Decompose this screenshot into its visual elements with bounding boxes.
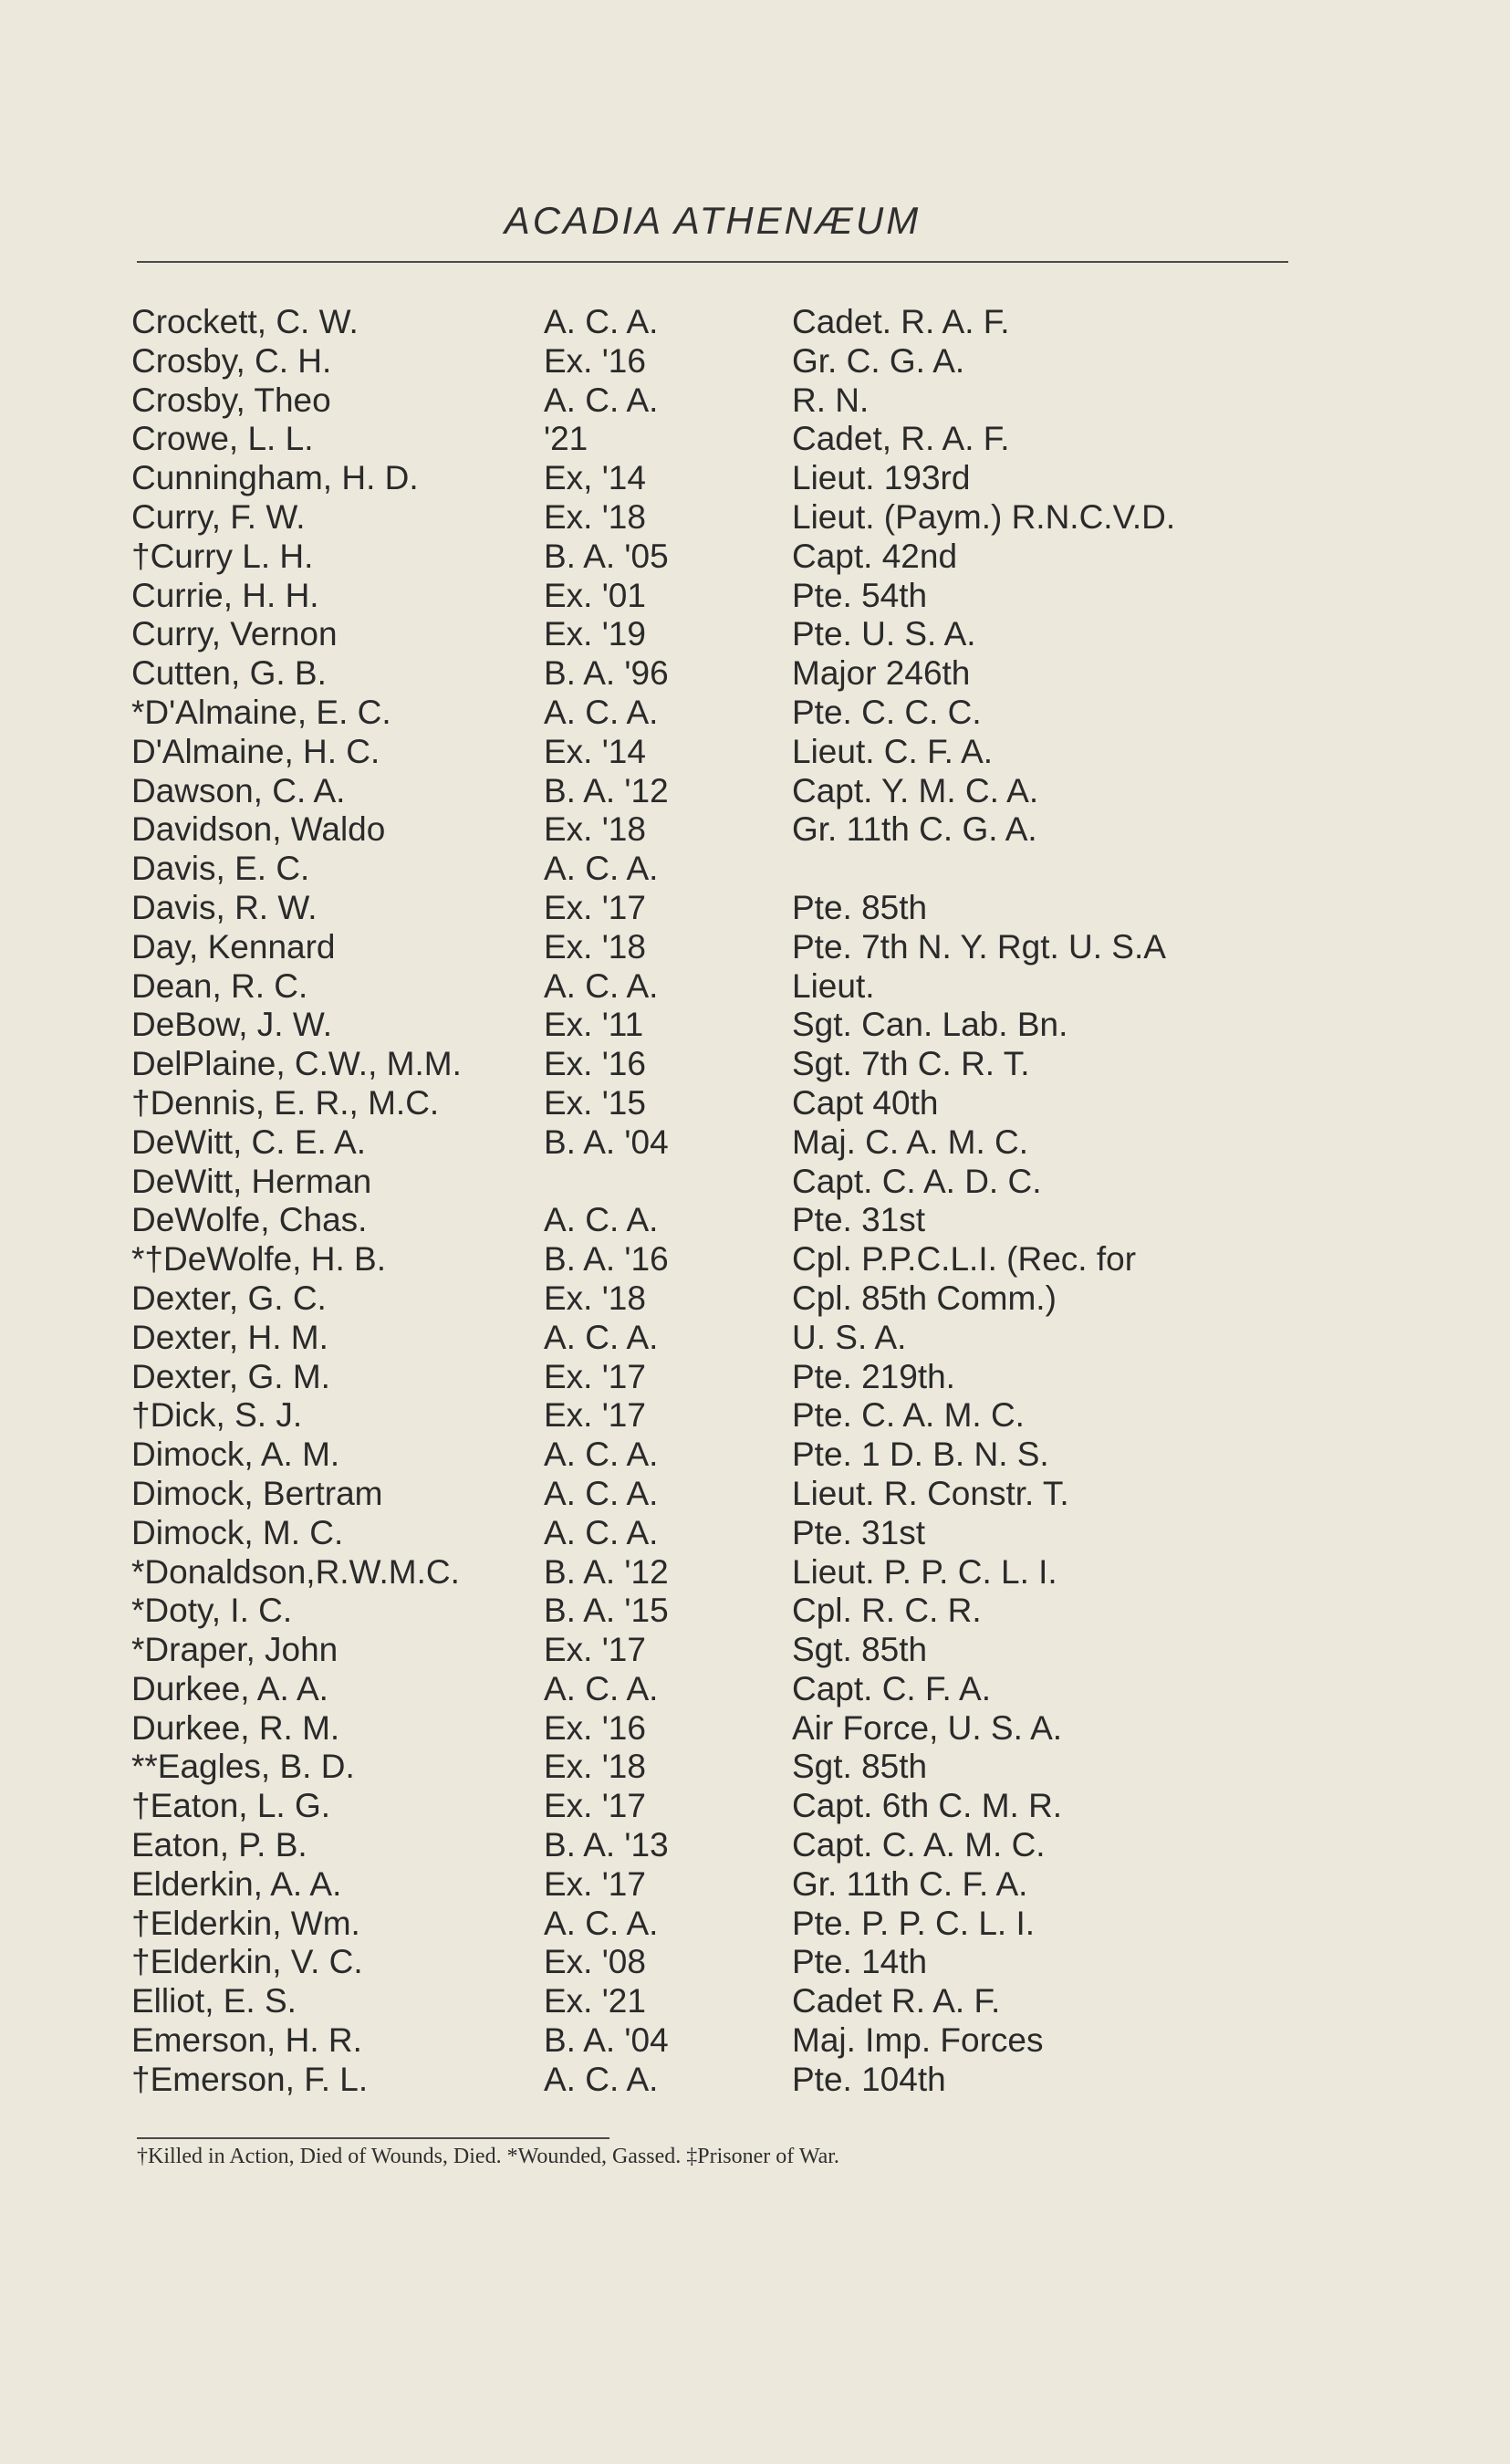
roster-name: Dexter, G. M. <box>131 1357 330 1395</box>
roster-rank: Pte. 31st <box>792 1201 926 1239</box>
roster-class: Ex. '18 <box>544 927 646 966</box>
roster-class: Ex. '17 <box>544 1787 646 1825</box>
roster-row <box>128 1475 1314 1514</box>
roster-name: Curry, Vernon <box>131 615 338 653</box>
roster-name: †Dick, S. J. <box>131 1396 303 1435</box>
roster-name: DeWitt, C. E. A. <box>131 1122 366 1161</box>
roster-class: Ex. '16 <box>544 341 646 380</box>
roster-rank: Pte. C. A. M. C. <box>792 1396 1025 1435</box>
roster-rank: Lieut. (Paym.) R.N.C.V.D. <box>792 497 1176 536</box>
roster-class: A. C. A. <box>544 1669 659 1707</box>
roster-rank: Gr. C. G. A. <box>792 341 965 380</box>
roster-name: Cutten, G. B. <box>131 654 327 693</box>
roster-name: Curry, F. W. <box>131 497 306 536</box>
roster-class: A. C. A. <box>544 966 659 1005</box>
roster-name: Crowe, L. L. <box>131 420 314 458</box>
roster-row <box>128 615 1314 654</box>
roster-row <box>128 342 1314 381</box>
roster-class: Ex. '17 <box>544 1396 646 1435</box>
roster-class: A. C. A. <box>544 1318 659 1356</box>
honor-roll-list <box>128 303 1314 2100</box>
roster-class: Ex. '14 <box>544 732 646 770</box>
roster-class: Ex. '11 <box>544 1006 644 1044</box>
roster-row <box>128 1982 1314 2021</box>
roster-row <box>128 1436 1314 1475</box>
roster-row <box>128 733 1314 772</box>
roster-name: Durkee, R. M. <box>131 1708 340 1747</box>
roster-name: Elderkin, A. A. <box>131 1864 342 1903</box>
roster-row <box>128 1045 1314 1084</box>
roster-class: Ex, '14 <box>544 459 646 497</box>
roster-rank: Pte. 1 D. B. N. S. <box>792 1436 1049 1474</box>
roster-class: Ex. '17 <box>544 888 646 926</box>
roster-row <box>128 1670 1314 1709</box>
roster-row <box>128 1943 1314 1982</box>
roster-row <box>128 498 1314 538</box>
roster-class: B. A. '12 <box>544 771 669 809</box>
roster-rank: Pte. 31st <box>792 1513 926 1551</box>
roster-rank: Capt. Y. M. C. A. <box>792 771 1039 809</box>
roster-row <box>128 577 1314 616</box>
roster-row <box>128 2061 1314 2100</box>
roster-rank: Sgt. 7th C. R. T. <box>792 1045 1030 1083</box>
roster-row <box>128 303 1314 342</box>
roster-row <box>128 1865 1314 1905</box>
roster-name: Dimock, A. M. <box>131 1436 340 1474</box>
roster-rank: Capt. C. A. D. C. <box>792 1162 1042 1200</box>
roster-class: Ex. '18 <box>544 497 646 536</box>
roster-class: Ex. '21 <box>544 1982 646 2020</box>
roster-name: Eaton, P. B. <box>131 1826 307 1864</box>
roster-class: Ex. '18 <box>544 1279 646 1317</box>
roster-class: A. C. A. <box>544 850 659 888</box>
roster-class: B. A. '16 <box>544 1240 669 1279</box>
roster-name: Cunningham, H. D. <box>131 459 419 497</box>
roster-name: DeWitt, Herman <box>131 1162 372 1200</box>
roster-class: Ex. '16 <box>544 1045 646 1083</box>
roster-row <box>128 1709 1314 1749</box>
roster-row <box>128 1163 1314 1202</box>
roster-class: Ex. '01 <box>544 576 646 614</box>
roster-name: Day, Kennard <box>131 927 336 966</box>
roster-name: *†DeWolfe, H. B. <box>131 1240 386 1279</box>
roster-class: Ex. '19 <box>544 615 646 653</box>
roster-rank: Pte. 14th <box>792 1943 928 1981</box>
roster-class: Ex. '15 <box>544 1083 646 1122</box>
roster-rank: Major 246th <box>792 654 971 693</box>
roster-rank: Gr. 11th C. F. A. <box>792 1864 1028 1903</box>
roster-class: Ex. '18 <box>544 1748 646 1786</box>
roster-row <box>128 850 1314 889</box>
roster-row <box>128 1123 1314 1163</box>
roster-rank: Pte. 85th <box>792 888 928 926</box>
roster-rank: Maj. C. A. M. C. <box>792 1122 1029 1161</box>
roster-class: A. C. A. <box>544 381 659 419</box>
roster-class: Ex. '17 <box>544 1631 646 1669</box>
roster-class: B. A. '12 <box>544 1552 669 1591</box>
roster-class: A. C. A. <box>544 1904 659 1942</box>
roster-class: A. C. A. <box>544 1436 659 1474</box>
roster-name: Davis, E. C. <box>131 850 310 888</box>
roster-name: Elliot, E. S. <box>131 1982 297 2020</box>
roster-row <box>128 1358 1314 1397</box>
roster-name: D'Almaine, H. C. <box>131 732 380 770</box>
roster-name: †Elderkin, V. C. <box>131 1943 363 1981</box>
roster-name: Dexter, G. C. <box>131 1279 327 1317</box>
roster-row <box>128 1748 1314 1787</box>
roster-rank: Capt. 6th C. M. R. <box>792 1787 1063 1825</box>
roster-name: Dimock, M. C. <box>131 1513 344 1551</box>
roster-row <box>128 1826 1314 1865</box>
roster-row <box>128 772 1314 811</box>
roster-row <box>128 1553 1314 1592</box>
roster-row <box>128 420 1314 459</box>
roster-name: Davis, R. W. <box>131 888 318 926</box>
roster-rank: Pte. 104th <box>792 2060 946 2098</box>
roster-name: DeWolfe, Chas. <box>131 1201 368 1239</box>
roster-class: B. A. '05 <box>544 537 669 575</box>
roster-name: Dean, R. C. <box>131 966 308 1005</box>
roster-rank: Pte. 7th N. Y. Rgt. U. S.A <box>792 927 1166 966</box>
roster-name: Currie, H. H. <box>131 576 319 614</box>
footnote-legend: †Killed in Action, Died of Wounds, Died. *Wounded, Gassed. ‡Prisoner of War. <box>137 2145 839 2168</box>
roster-rank: Sgt. 85th <box>792 1631 928 1669</box>
roster-name: Dawson, C. A. <box>131 771 346 809</box>
roster-name: *Doty, I. C. <box>131 1592 293 1630</box>
roster-row <box>128 654 1314 694</box>
roster-rank: Pte. U. S. A. <box>792 615 976 653</box>
roster-name: **Eagles, B. D. <box>131 1748 355 1786</box>
roster-rank: Maj. Imp. Forces <box>792 2021 1044 2060</box>
roster-rank: Cpl. R. C. R. <box>792 1592 982 1630</box>
roster-class: A. C. A. <box>544 693 659 731</box>
roster-rank: Capt. C. A. M. C. <box>792 1826 1046 1864</box>
roster-class: A. C. A. <box>544 2060 659 2098</box>
roster-rank: Pte. 54th <box>792 576 928 614</box>
roster-row <box>128 1240 1314 1279</box>
roster-name: †Eaton, L. G. <box>131 1787 331 1825</box>
header-divider <box>137 261 1288 263</box>
roster-name: Crockett, C. W. <box>131 303 359 340</box>
roster-row <box>128 967 1314 1007</box>
roster-row <box>128 1279 1314 1319</box>
roster-row <box>128 1396 1314 1436</box>
roster-class: Ex. '17 <box>544 1357 646 1395</box>
roster-rank: Capt. 42nd <box>792 537 958 575</box>
roster-row <box>128 810 1314 850</box>
roster-name: †Elderkin, Wm. <box>131 1904 360 1942</box>
roster-class: Ex. '17 <box>544 1864 646 1903</box>
roster-name: †Curry L. H. <box>131 537 314 575</box>
roster-rank: Lieut. C. F. A. <box>792 732 994 770</box>
roster-rank: Pte. 219th. <box>792 1357 955 1395</box>
roster-name: *D'Almaine, E. C. <box>131 693 391 731</box>
roster-rank: Pte. C. C. C. <box>792 693 982 731</box>
roster-name: *Donaldson,R.W.M.C. <box>131 1552 460 1591</box>
roster-class: B. A. '04 <box>544 1122 669 1161</box>
roster-rank: Sgt. 85th <box>792 1748 928 1786</box>
roster-class: A. C. A. <box>544 1474 659 1512</box>
roster-rank: Cadet. R. A. F. <box>792 303 1010 340</box>
roster-name: DeBow, J. W. <box>131 1006 333 1044</box>
roster-name: Durkee, A. A. <box>131 1669 328 1707</box>
roster-name: DelPlaine, C.W., M.M. <box>131 1045 462 1083</box>
roster-rank: Cadet, R. A. F. <box>792 420 1010 458</box>
roster-rank: Cadet R. A. F. <box>792 1982 1001 2020</box>
roster-class: B. A. '15 <box>544 1592 669 1630</box>
roster-class: Ex. '16 <box>544 1708 646 1747</box>
roster-rank: Capt. C. F. A. <box>792 1669 991 1707</box>
roster-rank: R. N. <box>792 381 870 419</box>
roster-rank: Capt 40th <box>792 1083 939 1122</box>
roster-row <box>128 889 1314 928</box>
roster-row <box>128 1905 1314 1944</box>
roster-name: Dimock, Bertram <box>131 1474 383 1512</box>
roster-name: †Dennis, E. R., M.C. <box>131 1083 440 1122</box>
roster-class: Ex. '08 <box>544 1943 646 1981</box>
roster-name: Crosby, Theo <box>131 381 331 419</box>
roster-name: Emerson, H. R. <box>131 2021 362 2060</box>
roster-rank: Air Force, U. S. A. <box>792 1708 1063 1747</box>
roster-class: A. C. A. <box>544 1201 659 1239</box>
roster-class: B. A. '13 <box>544 1826 669 1864</box>
roster-row <box>128 1514 1314 1553</box>
roster-rank: Sgt. Can. Lab. Bn. <box>792 1006 1068 1044</box>
roster-row <box>128 2021 1314 2061</box>
roster-rank: Pte. P. P. C. L. I. <box>792 1904 1036 1942</box>
roster-row <box>128 928 1314 967</box>
roster-rank: Cpl. P.P.C.L.I. (Rec. for <box>792 1240 1137 1279</box>
roster-row <box>128 381 1314 421</box>
roster-rank: Gr. 11th C. G. A. <box>792 810 1037 849</box>
roster-rank: U. S. A. <box>792 1318 907 1356</box>
roster-row <box>128 538 1314 577</box>
roster-name: Davidson, Waldo <box>131 810 386 849</box>
roster-rank: Lieut. R. Constr. T. <box>792 1474 1069 1512</box>
roster-name: †Emerson, F. L. <box>131 2060 369 2098</box>
roster-row <box>128 1084 1314 1123</box>
roster-row <box>128 1319 1314 1358</box>
page-title: ACADIA ATHENÆUM <box>504 199 922 242</box>
roster-row <box>128 459 1314 498</box>
roster-name: *Draper, John <box>131 1631 338 1669</box>
roster-row <box>128 1592 1314 1631</box>
roster-rank: Cpl. 85th Comm.) <box>792 1279 1057 1317</box>
roster-row <box>128 1006 1314 1045</box>
roster-class: B. A. '04 <box>544 2021 669 2060</box>
roster-rank: Lieut. P. P. C. L. I. <box>792 1552 1057 1591</box>
roster-rank: Lieut. 193rd <box>792 459 971 497</box>
roster-class: A. C. A. <box>544 303 659 340</box>
roster-row <box>128 694 1314 733</box>
roster-class: B. A. '96 <box>544 654 669 693</box>
roster-class: Ex. '18 <box>544 810 646 849</box>
roster-row <box>128 1201 1314 1240</box>
roster-name: Crosby, C. H. <box>131 341 332 380</box>
roster-class: '21 <box>544 420 588 458</box>
roster-class: A. C. A. <box>544 1513 659 1551</box>
roster-row <box>128 1787 1314 1826</box>
roster-name: Dexter, H. M. <box>131 1318 328 1356</box>
roster-rank: Lieut. <box>792 966 875 1005</box>
roster-row <box>128 1631 1314 1670</box>
